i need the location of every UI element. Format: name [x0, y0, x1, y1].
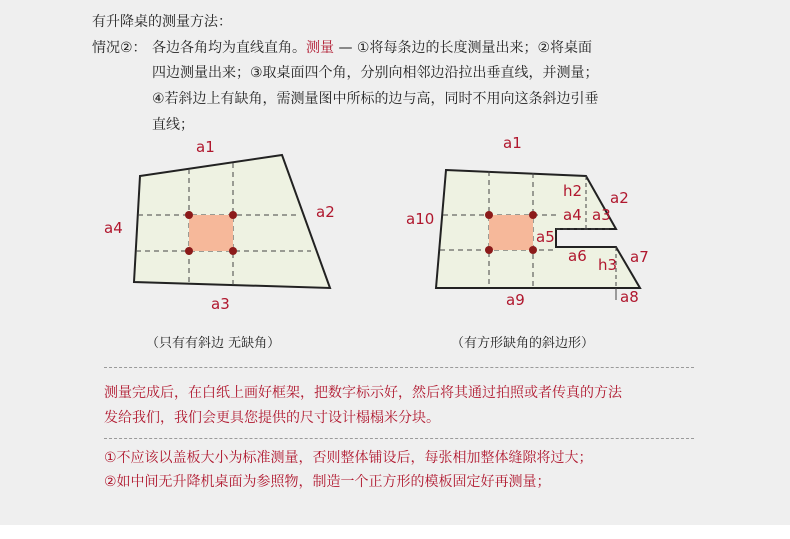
- right-corner-dot: [485, 246, 493, 254]
- right-center-rect: [489, 215, 533, 250]
- intro-line-3: ④若斜边上有缺角，需测量图中所标的边与高，同时不用向这条斜边引垂: [152, 91, 599, 107]
- heading: 有升降桌的测量方法：: [92, 14, 232, 30]
- right-label-a2: a2: [610, 189, 629, 207]
- left-corner-dot: [229, 211, 237, 219]
- note2-line-1: ①不应该以盖板大小为标准测量，否则整体铺设后，每张相加整体缝隙将过大；: [104, 450, 593, 466]
- right-label-a9: a9: [506, 291, 525, 309]
- left-center-rect: [189, 215, 233, 251]
- divider-1: [104, 367, 694, 368]
- intro-measure-word: 测量: [306, 40, 334, 56]
- diagram-right: [406, 134, 649, 309]
- right-corner-dot: [529, 246, 537, 254]
- left-corner-dot: [229, 247, 237, 255]
- right-label-h3: h3: [598, 256, 618, 274]
- right-label-a10: a10: [406, 210, 435, 228]
- right-label-h2: h2: [563, 182, 583, 200]
- left-diagram-caption: （只有有斜边 无缺角）: [146, 336, 281, 351]
- intro-line-1b: — ①将每条边的长度测量出来；②将桌面: [334, 40, 593, 56]
- right-label-a6: a6: [568, 247, 587, 265]
- note2-line-2: ②如中间无升降机桌面为参照物，制造一个正方形的模板固定好再测量；: [104, 474, 551, 490]
- right-diagram-caption: （有方形缺角的斜边形）: [451, 336, 595, 351]
- case-label: 情况②：: [92, 40, 147, 56]
- note1-line-1: 测量完成后，在白纸上画好框架，把数字标示好，然后将其通过拍照或者传真的方法: [104, 385, 622, 401]
- left-label-a2: a2: [316, 203, 335, 221]
- intro-line-2: 四边测量出来；③取桌面四个角，分别向相邻边沿拉出垂直线，并测量；: [152, 65, 599, 81]
- right-label-a8: a8: [620, 288, 639, 306]
- right-label-a7: a7: [630, 248, 649, 266]
- left-label-a1: a1: [196, 138, 215, 156]
- note1-line-2: 发给我们，我们会更具您提供的尺寸设计榻榻米分块。: [104, 410, 440, 426]
- left-corner-dot: [185, 211, 193, 219]
- right-corner-dot: [529, 211, 537, 219]
- intro-line-4: 直线；: [152, 117, 194, 133]
- left-label-a4: a4: [104, 219, 123, 237]
- intro-line-1a: 各边各角均为直线直角。: [152, 40, 306, 56]
- right-label-a4: a4: [563, 206, 582, 224]
- right-label-a1: a1: [503, 134, 522, 152]
- divider-2: [104, 438, 694, 439]
- right-corner-dot: [485, 211, 493, 219]
- left-corner-dot: [185, 247, 193, 255]
- left-label-a3: a3: [211, 295, 230, 313]
- right-label-a3: a3: [592, 206, 611, 224]
- diagram-left: [104, 138, 335, 313]
- right-label-a5: a5: [536, 228, 555, 246]
